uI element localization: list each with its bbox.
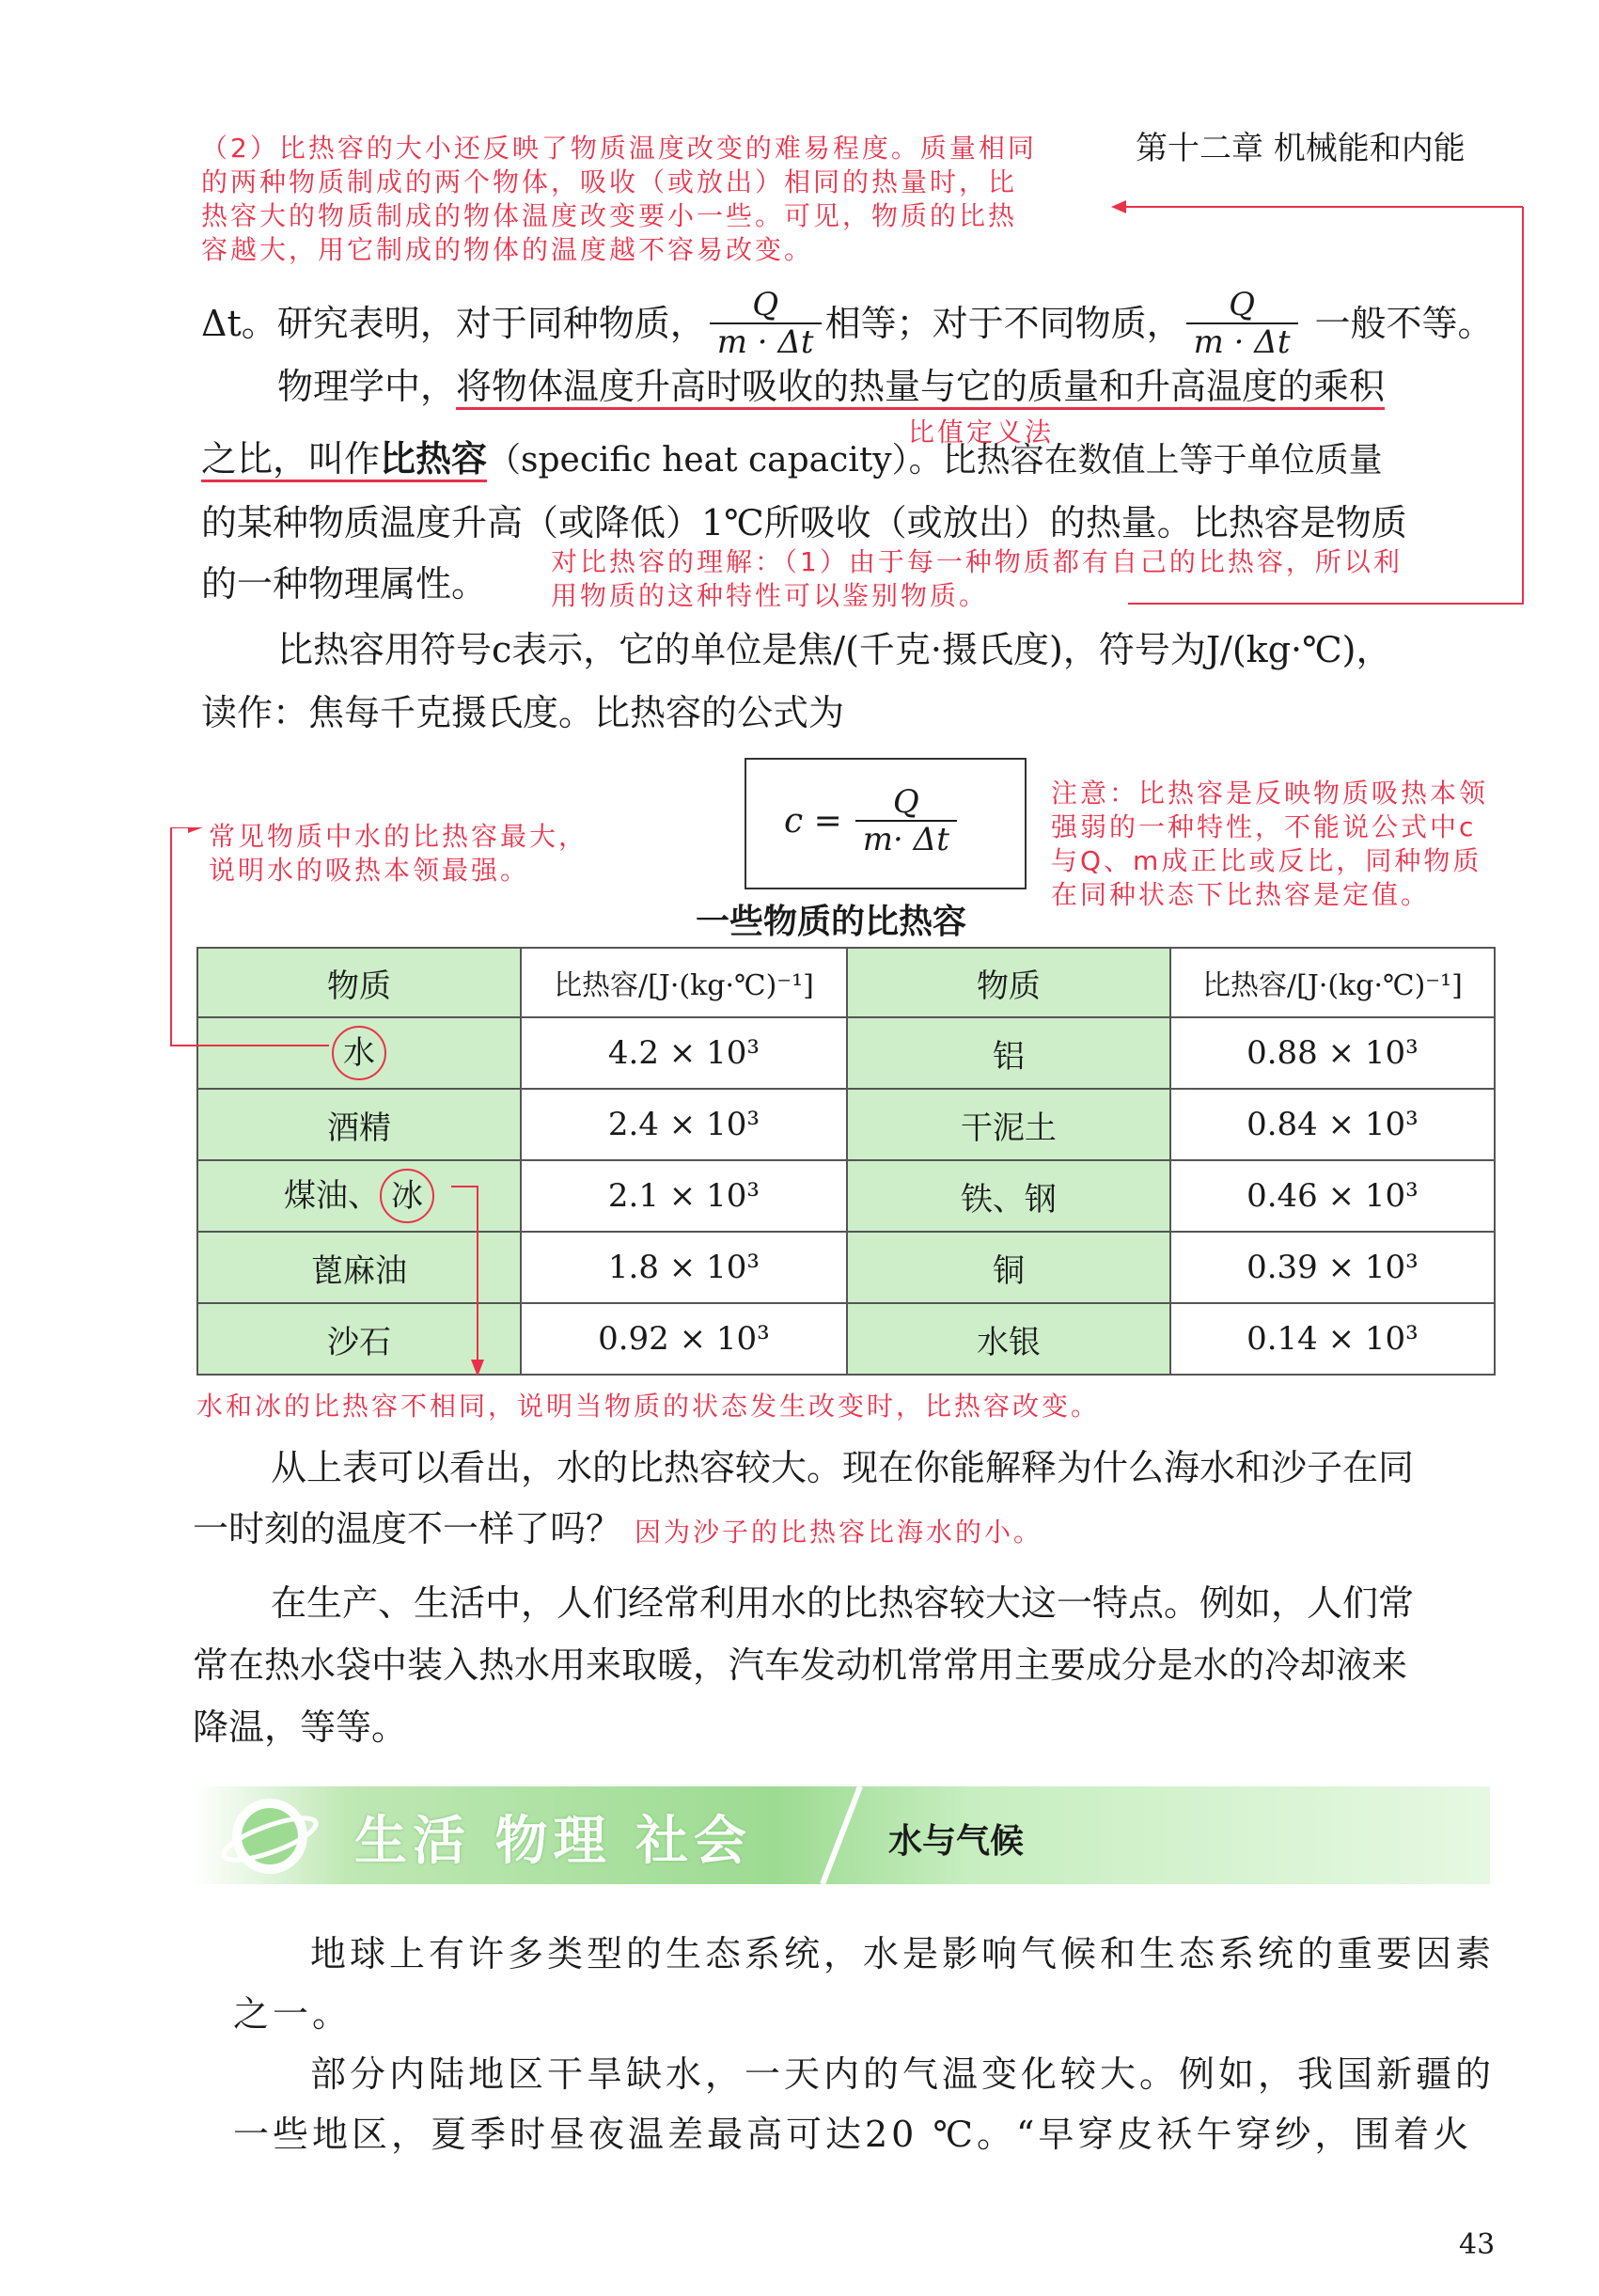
para-explain-line-1: 从上表可以看出，水的比热容较大。现在你能解释为什么海水和沙子在同: [271, 1447, 1415, 1488]
note-line: 容越大，用它制成的物体的温度越不容易改变。: [201, 234, 814, 265]
formula-lhs: c =: [784, 801, 842, 841]
text-span: （specific heat capacity）。比热容在数值上等于单位质量: [487, 441, 1383, 480]
note-line: 说明水的吸热本领最强。: [209, 855, 530, 886]
banner-divider: [813, 1786, 870, 1884]
table-header: 比热容/[J·(kg·℃)⁻¹]: [521, 948, 847, 1017]
table-cell: 2.4 × 10³: [521, 1089, 847, 1160]
note-attention: [1051, 777, 1488, 912]
table-cell: 1.8 × 10³: [521, 1232, 847, 1303]
para-usage-line-3: 降温，等等。: [193, 1706, 408, 1748]
table-header: 比热容/[J·(kg·℃)⁻¹]: [1170, 948, 1495, 1017]
text-span: 一般不等。: [1314, 303, 1494, 344]
table-header: 物质: [847, 948, 1170, 1017]
note-ratio-meaning: [201, 132, 1037, 267]
note-line: 用物质的这种特性可以鉴别物质。: [551, 580, 989, 611]
fraction-numerator: Q: [1229, 286, 1255, 323]
note-line: 常见物质中水的比热容最大，: [209, 821, 588, 852]
chapter-header: 第十二章 机械能和内能: [1136, 130, 1466, 167]
note-line: 的两种物质制成的两个物体，吸收（或放出）相同的热量时，比: [201, 166, 1018, 197]
text-span: 一时刻的温度不一样了吗？: [193, 1508, 622, 1549]
table-header: 物质: [197, 948, 521, 1017]
table-cell: 0.46 × 10³: [1170, 1160, 1495, 1232]
note-line: 强弱的一种特性，不能说公式中c: [1051, 811, 1477, 842]
fraction-numerator: Q: [892, 783, 919, 821]
note-understanding: [551, 545, 1403, 613]
text-span: Δt。研究表明，对于同种物质，: [201, 303, 706, 344]
fraction: [1186, 287, 1298, 360]
annotation-lines: [160, 827, 536, 1392]
definition-line-3: 的某种物质温度升高（或降低）1℃所吸收（或放出）的热量。比热容是物质: [201, 502, 1407, 543]
fraction-denominator: m · Δt: [710, 322, 822, 360]
table-cell: 0.14 × 10³: [1170, 1303, 1495, 1375]
text-span: 之比，叫作: [201, 438, 381, 480]
definition-line-2: [201, 437, 1383, 482]
formula: [784, 784, 961, 857]
table-cell: 4.2 × 10³: [521, 1017, 847, 1089]
symbol-line-1: 比热容用符号c表示，它的单位是焦/(千克·摄氏度)，符号为J/(kg·℃)，: [277, 629, 1392, 670]
note-line: 注意：比热容是反映物质吸热本领: [1051, 778, 1489, 809]
table-cell: 0.92 × 10³: [521, 1303, 847, 1375]
table-cell: 酒精: [197, 1089, 521, 1160]
text-span: 相等；对于不同物质，: [824, 303, 1183, 344]
para-usage-line-2: 常在热水袋中装入热水用来取暖，汽车发动机常常用主要成分是水的冷却液来: [193, 1644, 1408, 1686]
definition-underlined: [201, 438, 487, 482]
term-specific-heat: 比热容: [380, 438, 488, 480]
table-cell: 铝: [847, 1017, 1170, 1089]
fraction-denominator: m· Δt: [855, 820, 957, 857]
table-cell: 2.1 × 10³: [521, 1160, 847, 1232]
table-cell: 蓖麻油: [197, 1232, 521, 1303]
symbol-line-2: 读作：焦每千克摄氏度。比热容的公式为: [201, 692, 845, 733]
circled-ice: 冰: [380, 1169, 434, 1223]
table-title: 一些物质的比热容: [696, 903, 967, 941]
table-cell: 铜: [847, 1232, 1170, 1303]
section-banner: [193, 1786, 1490, 1884]
reading-line-4: 一些地区，夏季时昼夜温差最高可达20 ℃。“早穿皮袄午穿纱，围着火: [233, 2114, 1473, 2155]
note-line: 与Q、m成正比或反比，同种物质: [1051, 845, 1482, 876]
table-cell: 铁、钢: [847, 1160, 1170, 1232]
note-line: （2）比热容的大小还反映了物质温度改变的难易程度。质量相同: [201, 133, 1037, 164]
definition-underlined: 将物体温度升高时吸收的热量与它的质量和升高温度的乘积: [456, 366, 1385, 410]
table-cell: 水银: [847, 1303, 1170, 1375]
formula-fraction: [855, 784, 957, 857]
reading-line-1: 地球上有许多类型的生态系统，水是影响气候和生态系统的重要因素: [310, 1933, 1496, 1974]
reading-line-2: 之一。: [233, 1993, 353, 2035]
planet-icon: [212, 1792, 334, 1880]
reading-line-3: 部分内陆地区干旱缺水，一天内的气温变化较大。例如，我国新疆的: [310, 2053, 1496, 2095]
table-cell: 0.84 × 10³: [1170, 1089, 1495, 1160]
sentence-delta-t: [201, 287, 1494, 360]
note-line: 在同种状态下比热容是定值。: [1051, 879, 1431, 910]
note-ice-water: 水和冰的比热容不相同，说明当物质的状态发生改变时，比热容改变。: [196, 1391, 1101, 1422]
fraction-denominator: m · Δt: [1186, 322, 1298, 360]
banner-subtitle: 水与气候: [888, 1822, 1025, 1861]
fraction: [710, 287, 822, 360]
table-cell: 干泥土: [847, 1089, 1170, 1160]
note-line: 对比热容的理解：（1）由于每一种物质都有自己的比热容，所以利: [551, 546, 1403, 577]
banner-title: 生活 物理 社会: [354, 1811, 752, 1872]
formula-box: [745, 758, 1027, 889]
page-number: 43: [1459, 2228, 1496, 2261]
table-cell: 0.88 × 10³: [1170, 1017, 1495, 1089]
note-answer: 因为沙子的比热容比海水的小。: [635, 1517, 1043, 1548]
note-line: 热容大的物质制成的物体温度改变要小一些。可见，物质的比热: [201, 200, 1018, 231]
text-span: 煤油、: [283, 1177, 380, 1215]
para-explain-line-2: [193, 1507, 1042, 1554]
definition-line-4: 的一种物理属性。: [201, 563, 488, 605]
text-span: 物理学中，: [277, 366, 457, 407]
circled-water: 水: [332, 1026, 386, 1080]
note-method: 比值定义法: [908, 417, 1055, 448]
table-cell: 0.39 × 10³: [1170, 1232, 1495, 1303]
table-cell: 沙石: [197, 1303, 521, 1375]
definition-line-1: [277, 365, 1385, 408]
para-usage-line-1: 在生产、生活中，人们经常利用水的比热容较大这一特点。例如，人们常: [271, 1582, 1415, 1624]
fraction-numerator: Q: [752, 286, 779, 323]
